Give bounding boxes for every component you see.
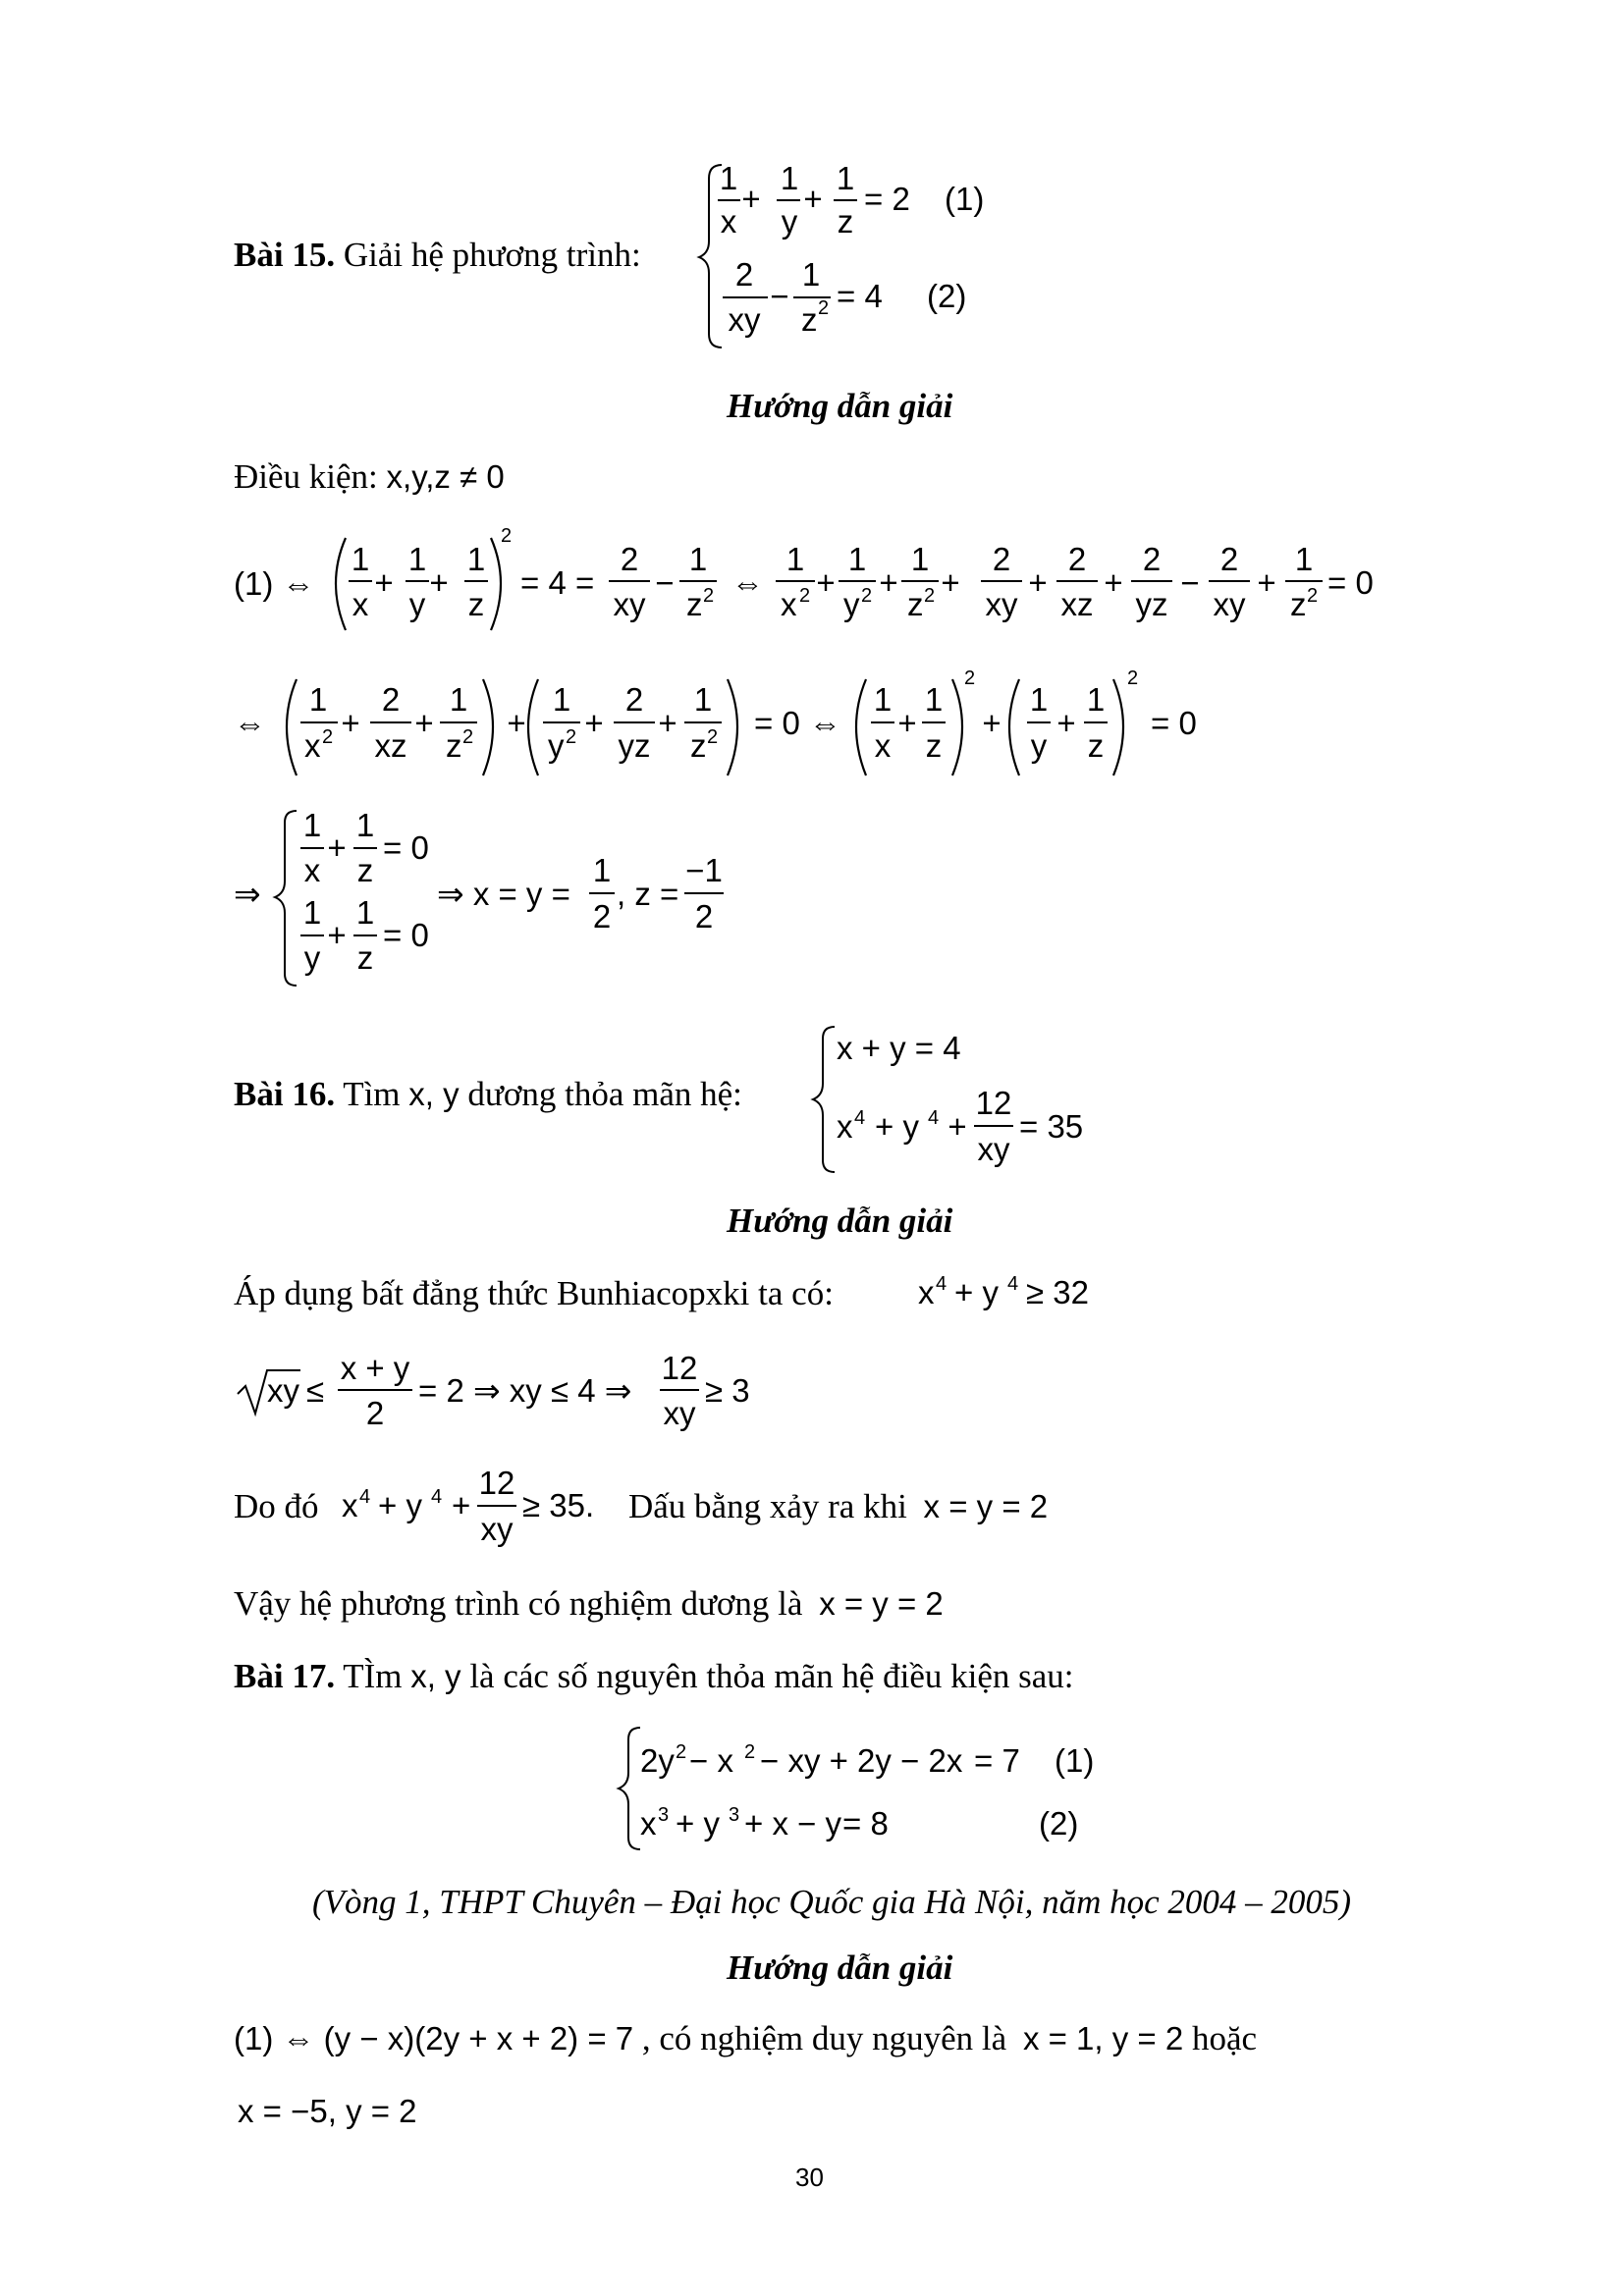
- condition-label: Điều kiện:: [234, 457, 378, 496]
- svg-text:y: y: [1030, 727, 1048, 764]
- guide16-line2-mid: = 2 ⇒ xy ≤ 4 ⇒: [418, 1372, 632, 1409]
- svg-text:z: z: [925, 727, 943, 764]
- svg-text:1: 1: [688, 541, 708, 577]
- step1-lead: (1) ⇔: [234, 565, 315, 602]
- bai17-text-b: là các số nguyên thỏa mãn hệ điều kiện sau:: [469, 1657, 1074, 1695]
- svg-text:+: +: [947, 1108, 967, 1145]
- bai15-eq2-minus: −: [770, 278, 789, 314]
- svg-text:1: 1: [552, 681, 571, 718]
- svg-text:1: 1: [308, 681, 328, 718]
- guide17-line1-text: , có nghiệm duy nguyên là: [641, 2019, 1007, 2057]
- bai16-text-b: dương thỏa mãn hệ:: [467, 1075, 742, 1113]
- svg-text:+: +: [658, 705, 677, 741]
- guide16-line3-text-b: Dấu bằng xảy ra khi: [628, 1487, 907, 1525]
- step1-mid: = 4 =: [520, 564, 595, 601]
- svg-text:4: 4: [359, 1486, 371, 1508]
- svg-text:xy: xy: [1213, 586, 1246, 622]
- svg-text:2: 2: [1127, 667, 1139, 689]
- svg-text:1: 1: [1029, 681, 1049, 718]
- bai16-text-a: Tìm: [343, 1075, 401, 1113]
- svg-text:≤: ≤: [306, 1372, 325, 1409]
- bai15-eq2-n2: 1: [801, 256, 821, 293]
- bai16-vars: x, y: [408, 1076, 460, 1112]
- svg-text:x: x: [781, 586, 797, 622]
- svg-text:xy: xy: [613, 586, 646, 622]
- step3-sys1-rhs: = 0: [383, 829, 429, 866]
- svg-text:+: +: [374, 564, 394, 601]
- svg-text:1: 1: [1086, 681, 1106, 718]
- bai15-label: Bài 15.: [234, 236, 336, 274]
- guide16-line2-num2: 12: [661, 1350, 698, 1386]
- svg-text:xz: xz: [374, 727, 407, 764]
- svg-text:1: 1: [466, 541, 486, 577]
- bai15-eq1-d1: x: [720, 203, 737, 240]
- svg-text:+: +: [1028, 564, 1048, 601]
- svg-text:+ y: + y: [954, 1274, 999, 1310]
- svg-text:1: 1: [407, 541, 427, 577]
- svg-text:+: +: [452, 1487, 471, 1523]
- bai16-eq2-left: x: [837, 1108, 853, 1145]
- svg-text:1: 1: [449, 681, 468, 718]
- step1-arrow: ⇔: [731, 564, 764, 601]
- svg-text:+: +: [1056, 705, 1076, 741]
- svg-text:1: 1: [355, 894, 375, 931]
- svg-text:xy: xy: [480, 1511, 514, 1547]
- svg-text:1: 1: [847, 541, 867, 577]
- bai17-system: [619, 1728, 1094, 1849]
- svg-text:4: 4: [1007, 1273, 1019, 1295]
- svg-text:z: z: [690, 727, 707, 764]
- guide16-line3-text-a: Do đó: [234, 1487, 319, 1525]
- svg-text:yz: yz: [1135, 586, 1168, 622]
- svg-text:+: +: [414, 705, 434, 741]
- svg-text:2: 2: [992, 541, 1011, 577]
- svg-text:y: y: [843, 586, 860, 622]
- svg-text:+: +: [341, 705, 360, 741]
- step2-mid: = 0 ⇔: [754, 705, 841, 741]
- bai15-eq2-d2: z: [801, 301, 818, 338]
- svg-text:2: 2: [624, 681, 644, 718]
- bai17-label: Bài 17.: [234, 1657, 336, 1695]
- svg-text:2y: 2y: [640, 1742, 675, 1779]
- bai17-eq2-tag: (2): [1039, 1805, 1079, 1842]
- bai15-eq1-plus2: +: [803, 181, 823, 217]
- svg-text:1: 1: [302, 807, 322, 843]
- svg-text:x: x: [352, 586, 369, 622]
- svg-text:+ y: + y: [676, 1805, 720, 1842]
- svg-text:3: 3: [729, 1804, 740, 1826]
- guide16-line2-den2: xy: [663, 1395, 696, 1431]
- svg-text:1: 1: [910, 541, 930, 577]
- svg-text:+: +: [816, 564, 836, 601]
- condition-math: x,y,z ≠ 0: [386, 458, 505, 495]
- svg-text:x: x: [918, 1274, 935, 1310]
- bai16-eq2-den: xy: [977, 1131, 1010, 1167]
- guide16-line2-num: x + y: [340, 1350, 410, 1386]
- svg-text:1: 1: [785, 541, 805, 577]
- guide16-line2-end: ≥ 3: [705, 1372, 750, 1409]
- svg-text:2: 2: [676, 1741, 687, 1763]
- step2-lead: ⇔: [234, 705, 266, 741]
- svg-text:x: x: [874, 727, 892, 764]
- bai15-eq1-n3: 1: [836, 160, 855, 196]
- bai15-eq2-rhs: = 4: [837, 278, 883, 314]
- svg-text:+: +: [507, 705, 526, 741]
- bai15-eq1-d3: z: [837, 203, 854, 240]
- guide16-line3-math: x = y = 2: [923, 1488, 1049, 1524]
- step3-num-neg: −1: [685, 852, 723, 888]
- svg-text:2: 2: [924, 585, 936, 607]
- svg-text:x: x: [640, 1805, 657, 1842]
- bai16-eq2-rhs: = 35: [1019, 1108, 1084, 1145]
- svg-text:+: +: [879, 564, 898, 601]
- svg-text:2: 2: [381, 681, 401, 718]
- svg-text:2: 2: [1067, 541, 1087, 577]
- guide17-line1-or: hoặc: [1191, 2019, 1258, 2057]
- bai15-eq2-d1: xy: [728, 301, 761, 338]
- bai15-eq1-n2: 1: [780, 160, 799, 196]
- svg-text:2: 2: [861, 585, 873, 607]
- bai17-vars: x, y: [410, 1658, 461, 1694]
- svg-text:2: 2: [462, 726, 474, 748]
- bai15-eq2-tag: (2): [927, 278, 967, 314]
- bai15-eq1-d2: y: [781, 203, 798, 240]
- svg-text:+: +: [1104, 564, 1123, 601]
- svg-text:−: −: [1180, 564, 1200, 601]
- bai16-eq2-num: 12: [975, 1085, 1012, 1121]
- svg-text:4: 4: [936, 1273, 947, 1295]
- svg-text:− xy + 2y − 2x: − xy + 2y − 2x: [760, 1742, 963, 1779]
- bai15-eq2-n1: 2: [734, 256, 754, 293]
- guide16-line4-math: x = y = 2: [819, 1585, 944, 1622]
- step3-den-neg: 2: [694, 898, 714, 934]
- svg-text:+: +: [982, 705, 1001, 741]
- bai17-eq2: = 8: [842, 1805, 889, 1842]
- svg-text:2: 2: [1307, 585, 1319, 607]
- svg-text:z: z: [1290, 586, 1307, 622]
- svg-text:−: −: [655, 564, 675, 601]
- step3-comma-z: , z =: [617, 876, 679, 912]
- svg-text:12: 12: [478, 1465, 515, 1501]
- svg-text:+ y: + y: [378, 1487, 422, 1523]
- guide17-line2: x = −5, y = 2: [238, 2093, 417, 2129]
- svg-text:+: +: [897, 705, 917, 741]
- bai15-eq1-plus1: +: [741, 181, 761, 217]
- bai17-eq1-tag: (1): [1055, 1742, 1095, 1779]
- svg-text:+ y: + y: [875, 1108, 919, 1145]
- step2-end: = 0: [1151, 705, 1197, 741]
- svg-text:z: z: [686, 586, 703, 622]
- bai15-text: Giải hệ phương trình:: [343, 236, 641, 274]
- svg-text:4: 4: [431, 1486, 443, 1508]
- svg-text:yz: yz: [618, 727, 651, 764]
- svg-text:4: 4: [928, 1107, 940, 1129]
- svg-text:z: z: [1087, 727, 1105, 764]
- svg-text:2: 2: [703, 585, 715, 607]
- svg-text:2: 2: [566, 726, 577, 748]
- svg-text:1: 1: [873, 681, 893, 718]
- svg-text:2: 2: [1142, 541, 1162, 577]
- svg-text:1: 1: [302, 894, 322, 931]
- step3-num-half: 1: [592, 852, 612, 888]
- svg-text:2: 2: [964, 667, 976, 689]
- svg-text:2: 2: [1219, 541, 1239, 577]
- svg-text:3: 3: [658, 1804, 670, 1826]
- guide-title-16: Hướng dẫn giải: [727, 1201, 953, 1240]
- guide17-line1-math: (1) ⇔ (y − x)(2y + x + 2) = 7: [234, 2020, 634, 2056]
- guide16-line4-text: Vậy hệ phương trình có nghiệm dương là: [234, 1584, 803, 1623]
- svg-text:2: 2: [620, 541, 639, 577]
- bai15-eq1-tag: (1): [945, 181, 985, 217]
- svg-text:2: 2: [799, 585, 811, 607]
- step3-result-lead: ⇒ x = y =: [437, 876, 570, 912]
- guide-title-15: Hướng dẫn giải: [727, 387, 953, 425]
- svg-text:4: 4: [854, 1107, 866, 1129]
- svg-text:z: z: [446, 727, 462, 764]
- svg-text:xy: xy: [267, 1372, 299, 1409]
- bai17-text-a: TÌm: [343, 1657, 403, 1695]
- bai16-label: Bài 16.: [234, 1075, 336, 1113]
- step1-end: = 0: [1327, 564, 1374, 601]
- svg-text:xz: xz: [1060, 586, 1094, 622]
- svg-text:x: x: [304, 727, 321, 764]
- guide16-line2-den: 2: [365, 1395, 385, 1431]
- svg-text:2: 2: [707, 726, 719, 748]
- svg-text:+: +: [327, 917, 347, 953]
- guide16-line3-end: ≥ 35.: [522, 1487, 595, 1523]
- svg-text:y: y: [303, 939, 321, 976]
- guide17-line1-sol: x = 1, y = 2: [1022, 2020, 1184, 2056]
- svg-text:y: y: [548, 727, 565, 764]
- guide17-line1: [234, 2019, 1257, 2058]
- svg-text:1: 1: [355, 807, 375, 843]
- bai16-eq1: x + y = 4: [837, 1030, 961, 1066]
- svg-text:1: 1: [1294, 541, 1314, 577]
- svg-text:xy: xy: [985, 586, 1018, 622]
- svg-text:+: +: [429, 564, 449, 601]
- step3-den-half: 2: [592, 898, 612, 934]
- svg-text:2: 2: [322, 726, 334, 748]
- svg-text:z: z: [356, 852, 374, 888]
- svg-text:x: x: [342, 1487, 358, 1523]
- step3-sys2-rhs: = 0: [383, 917, 429, 953]
- bai17-source: (Vòng 1, THPT Chuyên – Đại học Quốc gia Hà Nội, năm học 2004 – 2005): [312, 1883, 1352, 1921]
- svg-text:+: +: [1257, 564, 1276, 601]
- svg-text:+: +: [584, 705, 604, 741]
- guide-title-17: Hướng dẫn giải: [727, 1949, 953, 1987]
- svg-text:1: 1: [351, 541, 370, 577]
- svg-text:x: x: [303, 852, 321, 888]
- guide16-line1-text: Áp dụng bất đẳng thức Bunhiacopxki ta có:: [234, 1274, 834, 1312]
- step1-power: 2: [501, 525, 513, 547]
- page-number: 30: [795, 2163, 824, 2192]
- svg-text:1: 1: [693, 681, 713, 718]
- svg-text:1: 1: [924, 681, 944, 718]
- svg-text:+: +: [941, 564, 960, 601]
- svg-text:− x: − x: [689, 1742, 733, 1779]
- step3-lead: ⇒: [234, 876, 261, 912]
- guide16-line1-math: ≥ 32: [1026, 1274, 1089, 1310]
- bai15-eq1-rhs: = 2: [864, 181, 910, 217]
- svg-text:z: z: [467, 586, 485, 622]
- bai15-eq2-d2-sup: 2: [818, 297, 830, 319]
- svg-text:+ x − y: + x − y: [744, 1805, 842, 1842]
- svg-text:z: z: [356, 939, 374, 976]
- svg-text:z: z: [907, 586, 924, 622]
- svg-text:2: 2: [744, 1741, 756, 1763]
- bai17-eq1: = 7: [974, 1742, 1020, 1779]
- svg-text:+: +: [327, 829, 347, 866]
- bai15-eq1-n1: 1: [719, 160, 738, 196]
- svg-text:y: y: [408, 586, 426, 622]
